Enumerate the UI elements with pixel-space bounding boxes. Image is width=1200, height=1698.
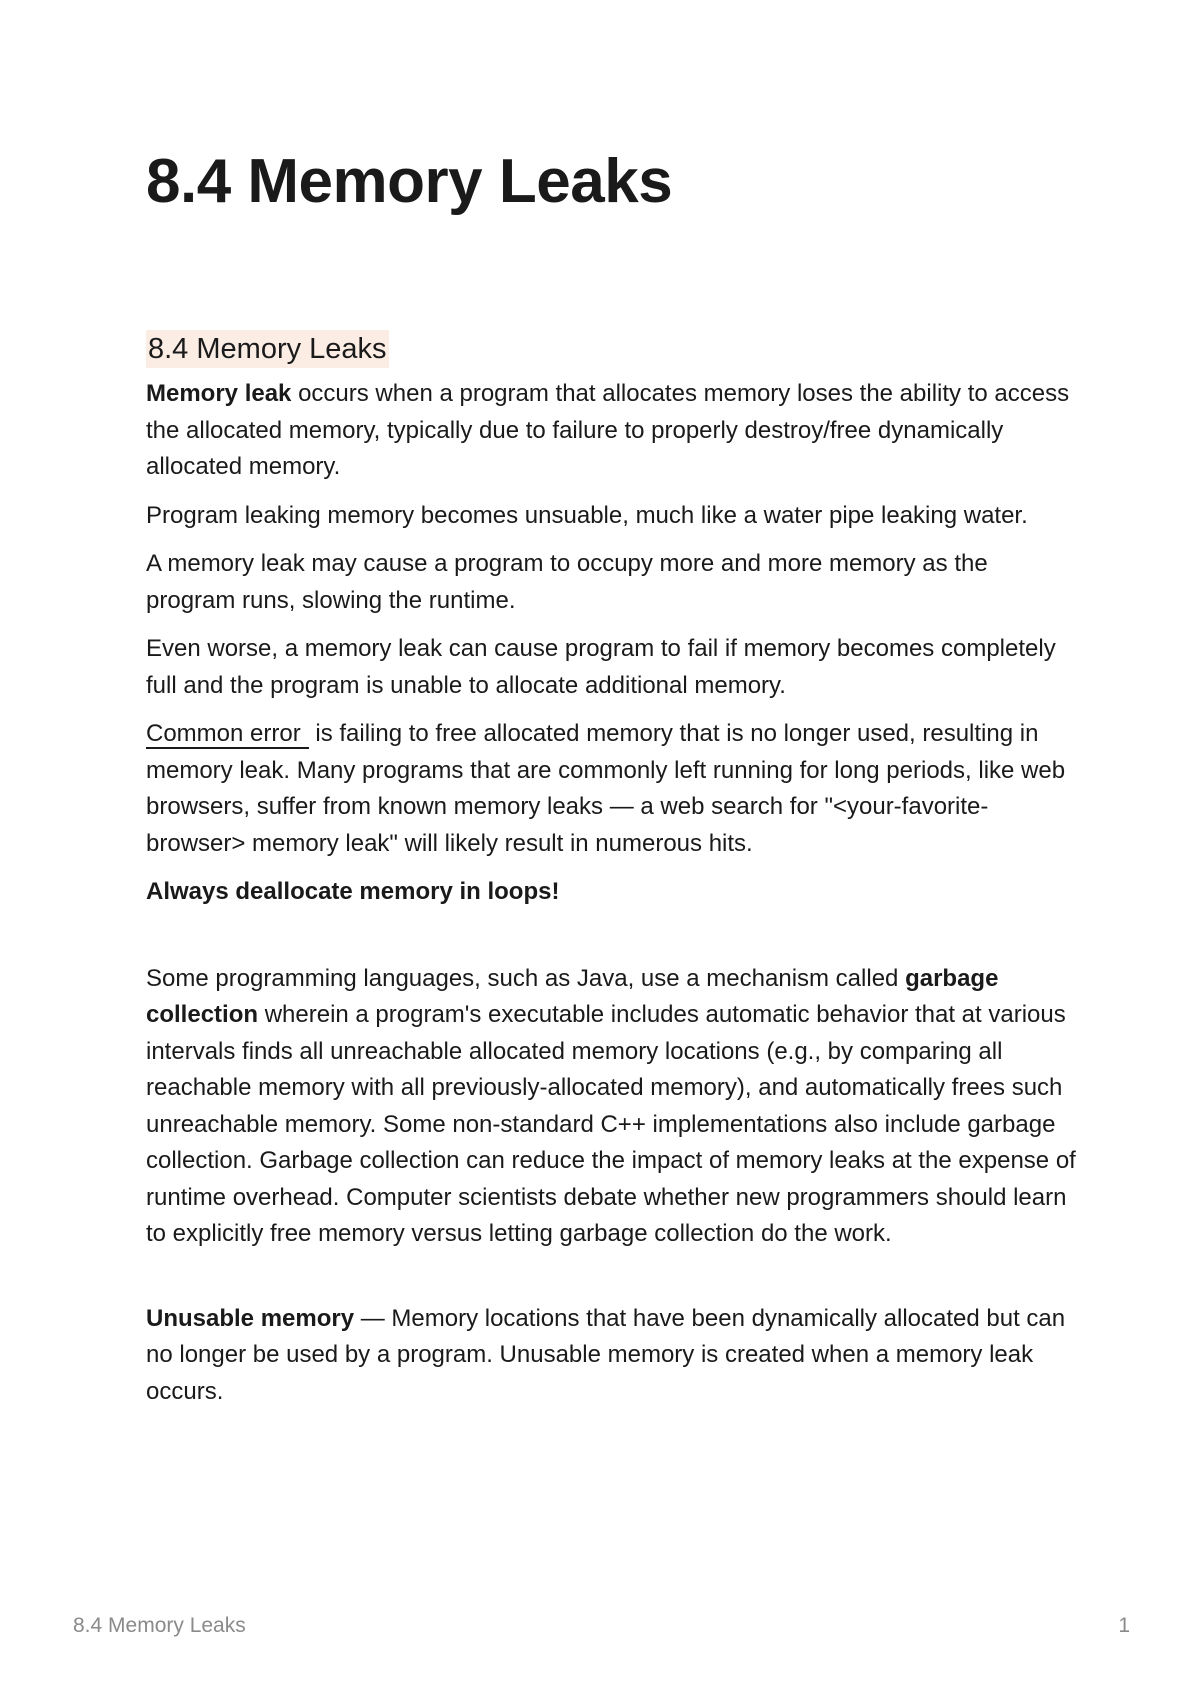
leaking-pipe-paragraph: Program leaking memory becomes unsuable, much like a water pipe leaking water.: [146, 501, 1028, 529]
deallocate-tip: [146, 874, 1076, 911]
page-number: 1: [1118, 1614, 1130, 1637]
common-error-label: Common error: [146, 720, 309, 749]
garbage-collection-term: garbage collection: [146, 964, 999, 1028]
program-failure-paragraph: Even worse, a memory leak can cause program to fail if memory becomes completely full and the program is unable to allocate additional memory.: [146, 635, 1056, 699]
unusable-memory-definition: [146, 1301, 1076, 1411]
memory-leak-term: Memory leak: [146, 380, 292, 407]
document-body: [146, 330, 1076, 1422]
section-heading: 8.4 Memory Leaks: [146, 330, 389, 368]
garbage-collection-text: wherein a program's executable includes automatic behavior that at various intervals finds all unreachable allocated memory locations (e.g., by comparing all reachable memory with all previously-allocated memory), and automatically frees such unreachable memory. Some non-standard C++ implementations also include garbage collection. Garbage collection can reduce the impact of memory leaks at the expense of runtime overhead. Computer scientists debate whether new programmers should learn to explicitly free memory versus letting garbage collection do the work.: [146, 1001, 1076, 1247]
page-title: 8.4 Memory Leaks: [146, 147, 673, 216]
unusable-memory-term: Unusable memory: [146, 1304, 355, 1332]
memory-leak-definition-text: occurs when a program that allocates memory loses the ability to access the allocated memory, typically due to failure to properly destroy/free dynamically allocated memory.: [146, 380, 1070, 480]
common-error-paragraph: [146, 716, 1076, 862]
garbage-collection-paragraph: [146, 961, 1076, 1253]
unusable-memory-text: — Memory locations that have been dynamically allocated but can no longer be used by a program. Unusable memory is created when a memory leak occurs.: [146, 1304, 1066, 1405]
garbage-collection-intro: Some programming languages, such as Java, use a mechanism called: [146, 964, 906, 992]
footer-title: 8.4 Memory Leaks: [73, 1614, 246, 1637]
runtime-paragraph: A memory leak may cause a program to occupy more and more memory as the program runs, slowing the runtime.: [146, 550, 988, 614]
common-error-text: is failing to free allocated memory that is no longer used, resulting in memory leak. Many programs that are commonly left running for long periods, like web browsers, suffer from known memory leaks — a web search for "<your-favorite-browser> memory leak" will likely result in numerous hits.: [146, 720, 1066, 857]
deallocate-tip-text: Always deallocate memory in loops!: [146, 878, 560, 905]
memory-leak-definition: [146, 376, 1076, 486]
